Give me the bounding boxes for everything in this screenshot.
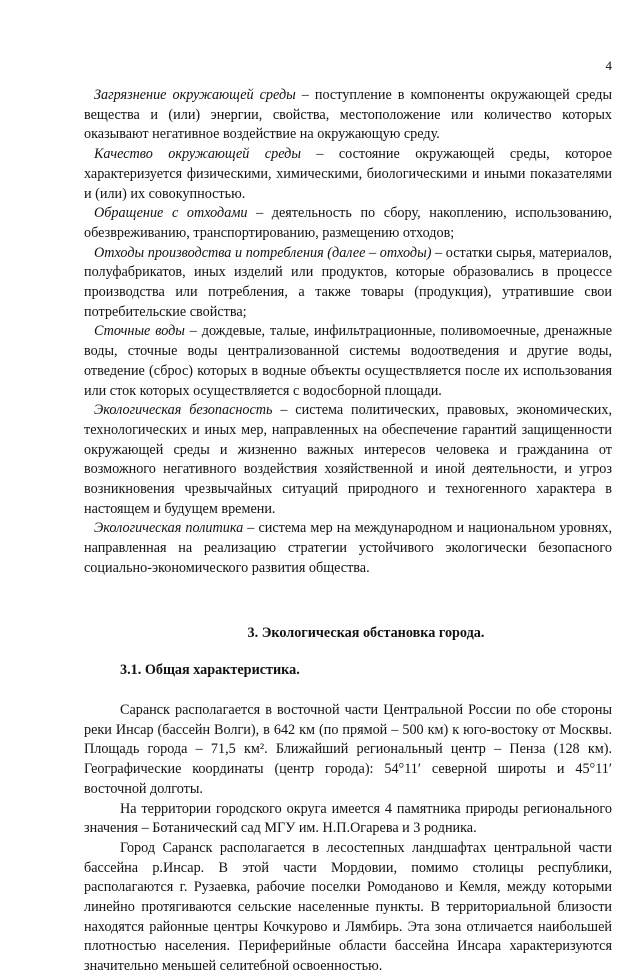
section-heading: 3. Экологическая обстановка города. bbox=[247, 624, 485, 641]
definition-term: Сточные воды bbox=[94, 323, 185, 340]
definition-eco-safety bbox=[84, 401, 612, 519]
paragraph-landscape: Город Саранск располагается в лесостепных ландшафтах центральной части бассейна р.Инсар. В этой части Мордовии, помимо столицы республики, располагаются г. Рузаевка, рабочие поселки Ромоданово и Кемля, между которыми линейно протягиваются сельские населенные пункты. В территориальной близости находятся районные центры Кочкурово и Лямбирь. Эта зона отличается наибольшей плотностью населения. Периферийные области бассейна Инсара характеризуются значительно меньшей селитебной освоенностью. bbox=[84, 839, 612, 975]
paragraph-location: Саранск располагается в восточной части Центральной России по обе стороны реки Инсар (бассейн Волги), в 642 км (по прямой – 500 км) к юго-востоку от Москвы. Площадь города – 71,5 км². Ближайший региональный центр – Пенза (128 км). Географические координаты (центр города): 54°11′ северной широты и 45°11′ восточной долготы. bbox=[84, 701, 612, 797]
definition-text: – состояние окружающей среды, которое характеризуется физическими, химическими, биологическими и иными показателями и (или) их совокупностью. bbox=[84, 146, 613, 202]
definition-term: Обращение с отходами bbox=[94, 205, 248, 222]
definition-text: – система мер на международном и национальном уровнях, направленная на реализацию стратегии устойчивого экологически безопасного социально-экономического развития общества. bbox=[84, 520, 613, 576]
definition-waste bbox=[84, 244, 612, 323]
definition-term: Загрязнение окружающей среды bbox=[94, 87, 296, 103]
definition-text: – деятельность по сбору, накоплению, использованию, обезвреживанию, транспортированию, размещению отходов; bbox=[84, 205, 612, 241]
definition-eco-policy bbox=[84, 519, 612, 578]
definition-text: – остатки сырья, материалов, полуфабрикатов, иных изделий или продуктов, которые образовались в процессе производства или потребления, а также товары (продукция), утратившие свои потребительские свойства; bbox=[84, 244, 612, 320]
definition-waste-handling bbox=[84, 204, 612, 243]
definition-text: – система политических, правовых, экономических, технологических и иных мер, направленных на обеспечение гарантий защищенности окружающей среды и жизненно важных интересов человека и гражданина от возможного негативного воздействия хозяйственной и иной деятельности, и угроз возникновения чрезвычайных ситуаций природного и техногенного характера в настоящем и будущем времени. bbox=[84, 402, 612, 517]
document-body bbox=[84, 86, 612, 977]
page-number: 4 bbox=[605, 58, 612, 73]
definition-text: – дождевые, талые, инфильтрационные, поливомоечные, дренажные воды, сточные воды централизованной системы водоотведения и другие воды, отведение (сброс) которых в водные объекты осуществляется после их использования или сток которых осуществляется с водосборной площади. bbox=[84, 323, 612, 399]
definition-term: Экологическая безопасность bbox=[94, 402, 273, 419]
definition-wastewater bbox=[84, 322, 612, 401]
subsection-heading: 3.1. Общая характеристика. bbox=[120, 662, 300, 679]
paragraph-nature-monuments: На территории городского округа имеется 4 памятника природы регионального значения – Ботанический сад МГУ им. Н.П.Огарева и 3 родника. bbox=[84, 800, 612, 837]
definition-term: Отходы производства и потребления (далее – отходы) bbox=[94, 244, 432, 261]
definition-quality bbox=[84, 145, 612, 204]
definition-pollution bbox=[84, 86, 612, 145]
definition-term: Экологическая политика bbox=[94, 520, 244, 537]
definition-term: Качество окружающей среды bbox=[94, 146, 301, 163]
definition-text: – поступление в компоненты окружающей среды вещества и (или) энергии, свойства, местоположение или количество которых оказывают негативное воздействие на окружающую среду. bbox=[84, 87, 612, 143]
